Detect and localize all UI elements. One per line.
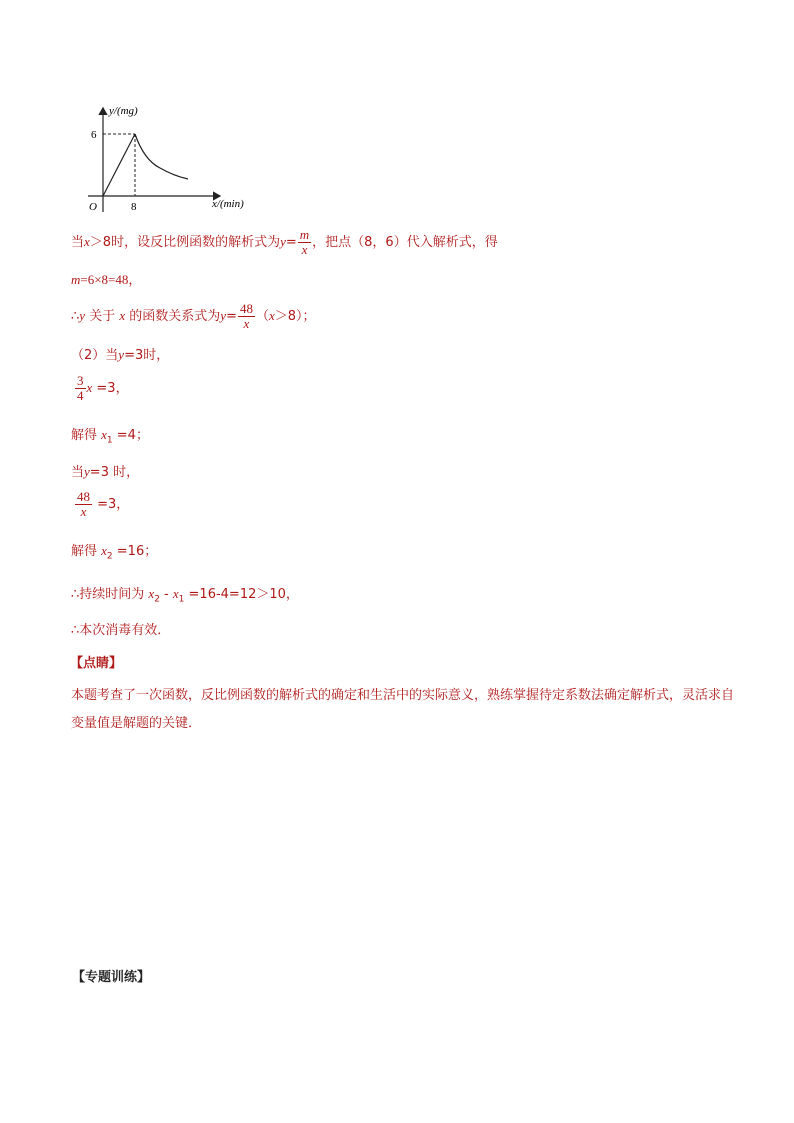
- fraction-48-over-x-2: $\frac{48}{x}$: [77, 489, 90, 519]
- x-axis-label: x/(min): [212, 198, 244, 210]
- comment-body: 本题考查了一次函数，反比例函数的解析式的确定和生活中的实际意义，熟练掌握待定系数法确定解析式，灵活求自变量值是解题的关键．: [71, 688, 735, 731]
- line-7: 当y=3 时，: [71, 464, 140, 480]
- line-11: ∴本次消毒有效．: [71, 623, 171, 638]
- y-tick-label: 6: [91, 129, 97, 141]
- y-axis-label: y/(mg): [109, 105, 138, 117]
- line-6: 解得 $x_1 =4$；: [71, 427, 149, 446]
- line-10: ∴持续时间为 $x_2 - x_1 =16-4=12>10$，: [71, 586, 299, 605]
- line-4: （2）当y=3时，: [71, 347, 170, 363]
- fraction-3-over-4: $\frac{3}{4}$: [77, 373, 84, 403]
- x-tick-label: 8: [131, 201, 137, 213]
- comment-heading: 【点睛】: [70, 656, 123, 671]
- function-graph: [78, 100, 258, 218]
- fraction-m-over-x: $\frac{m}{x}$: [299, 227, 310, 257]
- origin-label: O: [89, 201, 97, 213]
- line-8: $\frac{48}{x}$ =3，: [77, 489, 130, 519]
- line-5: $\frac{3}{4}$ x =3，: [77, 373, 129, 403]
- linear-segment: [103, 134, 135, 196]
- line-3: ∴y 关于 x 的函数关系式为y= $\frac{48}{x}$ （x＞8）；: [71, 301, 316, 331]
- line-1: 当x＞8时，设反比例函数的解析式为y= $\frac{m}{x}$ ，把点（8，6）代入解析式，得: [71, 227, 498, 257]
- line-9: 解得 $x_2 =16$；: [71, 543, 158, 562]
- inverse-curve: [135, 134, 188, 179]
- fraction-48-over-x: $\frac{48}{x}$: [239, 301, 253, 331]
- section-title: 【专题训练】: [72, 970, 151, 985]
- line-2: m=6×8=48，: [71, 272, 142, 287]
